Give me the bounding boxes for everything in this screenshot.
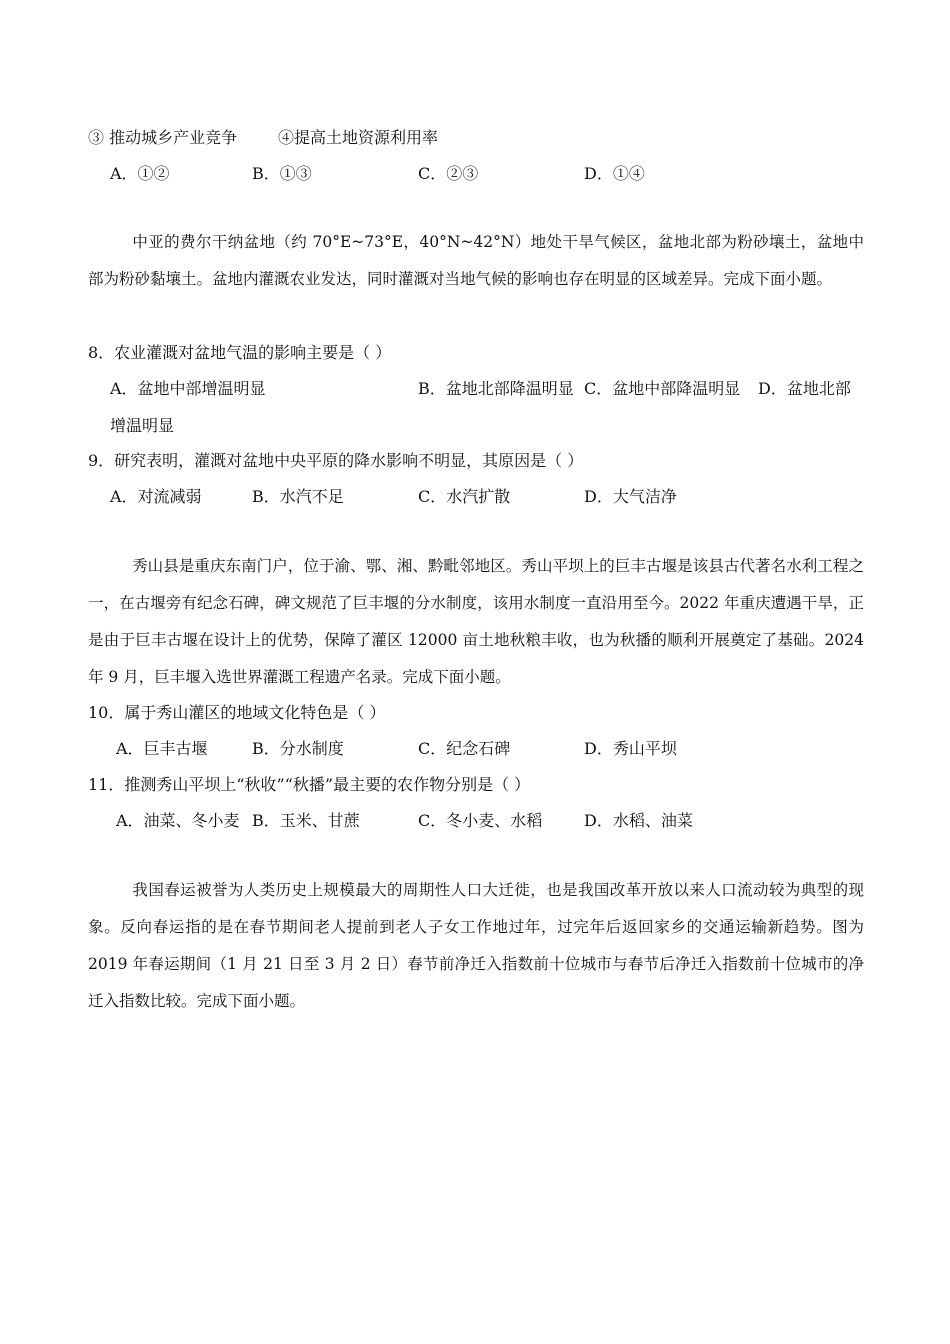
q9-stem: 9．研究表明，灌溉对盆地中央平原的降水影响不明显，其原因是（ ）	[88, 451, 584, 470]
q8-option-a: A．盆地中部增温明显	[110, 379, 266, 398]
passage-spring-festival-text: 我国春运被誉为人类历史上规模最大的周期性人口大迁徙，也是我国改革开放以来人口流动较为典型的现象。反向春运指的是在春节期间老人提前到老人子女工作地过年，过完年后返回家乡的交通运输新趋势。图为 2019 年春运期间（1 月 21 日至 3 月 2 日）春节前净迁入指数前十位城市与春节后净迁入指数前十位城市的净迁入指数比较。完成下面小题。	[88, 881, 864, 1010]
q10-option-a: A．巨丰古堰	[116, 739, 208, 758]
q7-option-d: D．①④	[584, 164, 645, 183]
q9-option-a: A．对流减弱	[110, 487, 202, 506]
q11-option-a: A．油菜、冬小麦	[116, 811, 240, 830]
q9-option-b: B．水汽不足	[252, 487, 344, 506]
q9-option-c: C．水汽扩散	[418, 487, 511, 506]
q10-stem: 10．属于秀山灌区的地域文化特色是（ ）	[88, 703, 386, 722]
q8-option-c: C．盆地中部降温明显	[584, 379, 741, 398]
q8-option-b: B．盆地北部降温明显	[418, 379, 574, 398]
q11-option-b: B．玉米、甘蔗	[252, 811, 360, 830]
q8-option-d-continuation: 增温明显	[110, 416, 175, 435]
q8-option-d: D．盆地北部	[758, 379, 851, 398]
passage-fergana-text: 中亚的费尔干纳盆地（约 70°E~73°E，40°N~42°N）地处干旱气候区，盆地北部为粉砂壤土，盆地中部为粉砂黏壤土。盆地内灌溉农业发达，同时灌溉对当地气候的影响也存在明显的区域差异。完成下面小题。	[88, 233, 864, 288]
q11-option-d: D．水稻、油菜	[584, 811, 693, 830]
q7-option-a: A．①②	[110, 164, 170, 183]
q7-statement-4: ④提高土地资源利用率	[278, 128, 439, 147]
passage-xiushan-text: 秀山县是重庆东南门户，位于渝、鄂、湘、黔毗邻地区。秀山平坝上的巨丰古堰是该县古代著名水利工程之一，在古堰旁有纪念石碑，碑文规范了巨丰堰的分水制度，该用水制度一直沿用至今。2022 年重庆遭遇干旱，正是由于巨丰古堰在设计上的优势，保障了灌区 12000 亩土地秋粮丰收，也为秋播的顺利开展奠定了基础。2024 年 9 月，巨丰堰入选世界灌溉工程遗产名录。完成下面小题。	[88, 557, 864, 686]
q10-option-d: D．秀山平坝	[584, 739, 677, 758]
q9-option-d: D．大气洁净	[584, 487, 677, 506]
q8-stem: 8．农业灌溉对盆地气温的影响主要是（ ）	[88, 343, 392, 362]
q11-option-c: C．冬小麦、水稻	[418, 811, 543, 830]
q10-option-b: B．分水制度	[252, 739, 344, 758]
passage-spring-festival	[88, 872, 864, 1020]
passage-xiushan	[88, 548, 864, 696]
q7-option-c: C．②③	[418, 164, 479, 183]
q11-stem: 11．推测秀山平坝上“秋收”“秋播”最主要的农作物分别是（ ）	[88, 775, 531, 794]
q7-statement-3: ③ 推动城乡产业竞争	[88, 128, 238, 147]
q10-option-c: C．纪念石碑	[418, 739, 511, 758]
passage-fergana	[88, 224, 864, 298]
q7-option-b: B．①③	[252, 164, 312, 183]
